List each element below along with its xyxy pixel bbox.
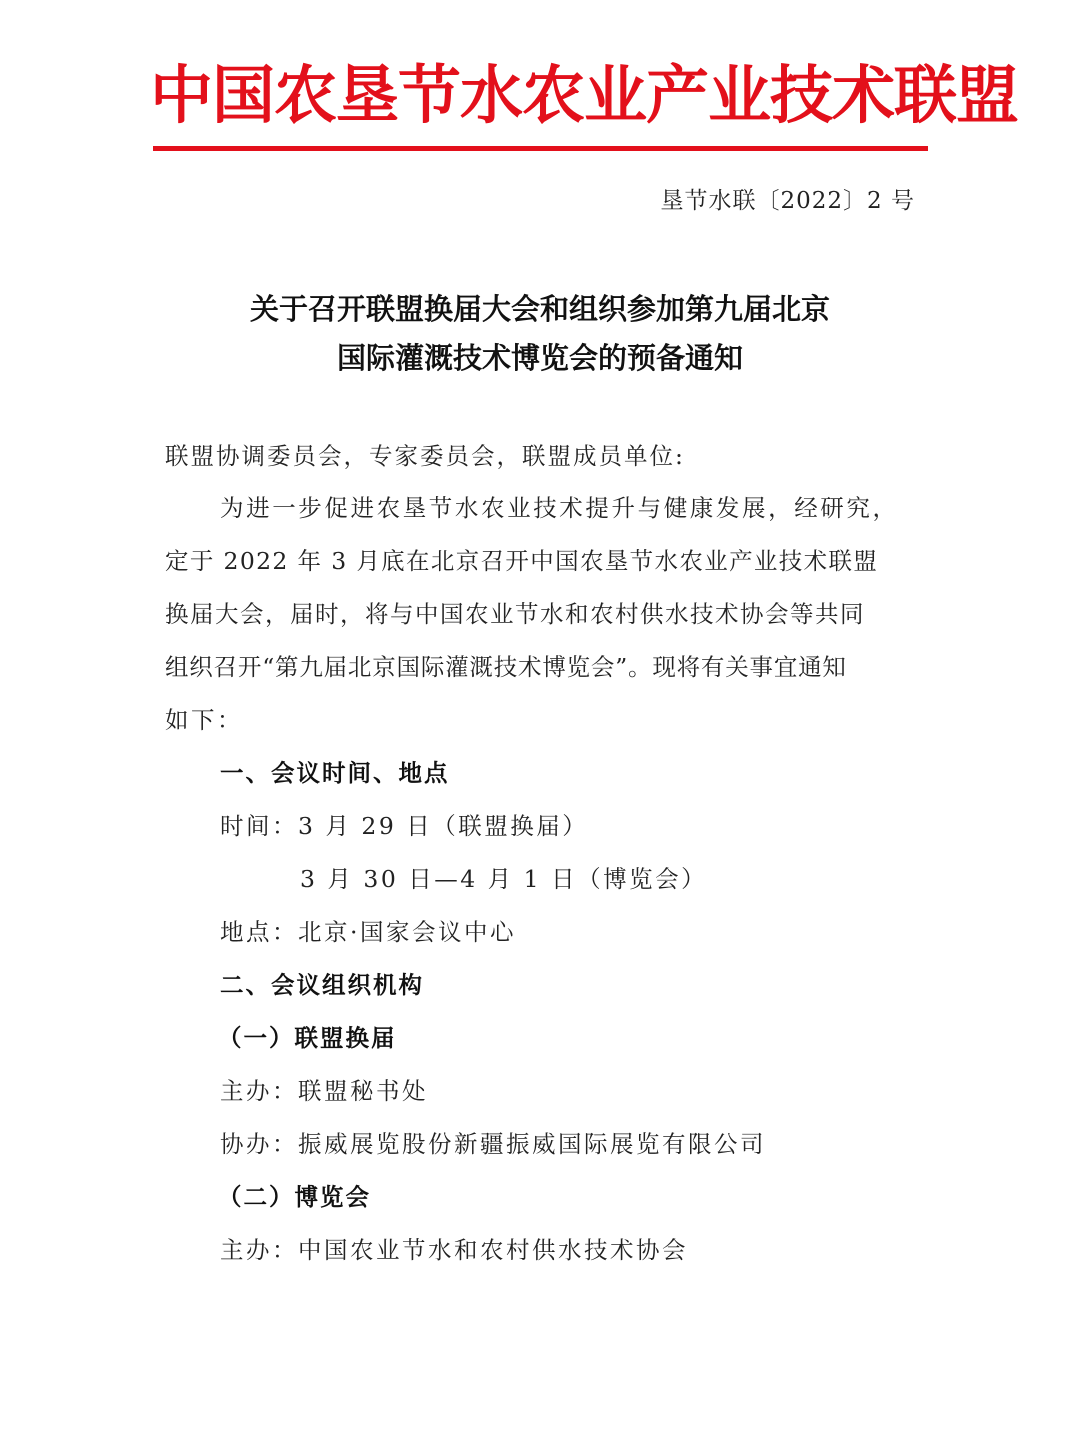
section-2-heading: 二、会议组织机构: [220, 971, 424, 999]
section-1-heading: 一、会议时间、地点: [220, 759, 450, 787]
subsection-1-cohost: 协办：振威展览股份新疆振威国际展览有限公司: [220, 1130, 766, 1158]
meeting-place: 地点：北京·国家会议中心: [220, 918, 516, 946]
salutation: 联盟协调委员会，专家委员会，联盟成员单位:: [165, 442, 685, 470]
document-title-line-1: 关于召开联盟换届大会和组织参加第九届北京: [249, 292, 830, 326]
subsection-2-heading: （二）博览会: [218, 1183, 371, 1211]
intro-line-2: 定于 2022 年 3 月底在北京召开中国农垦节水农业产业技术联盟: [165, 547, 879, 575]
meeting-time-line-1: 时间：3 月 29 日（联盟换届）: [220, 812, 589, 840]
intro-line-4: 组织召开“第九届北京国际灌溉技术博览会”。现将有关事宜通知: [165, 653, 847, 681]
meeting-time-line-2: 3 月 30 日—4 月 1 日（博览会）: [300, 865, 708, 893]
subsection-1-heading: （一）联盟换届: [218, 1024, 397, 1052]
intro-line-1: 为进一步促进农垦节水农业技术提升与健康发展，经研究，: [220, 494, 899, 522]
masthead-red-rule: [153, 146, 928, 151]
document-title-line-2: 国际灌溉技术博览会的预备通知: [336, 341, 743, 375]
subsection-2-host: 主办：中国农业节水和农村供水技术协会: [220, 1236, 688, 1264]
subsection-1-host: 主办：联盟秘书处: [220, 1077, 428, 1105]
intro-line-3: 换届大会，届时，将与中国农业节水和农村供水技术协会等共同: [165, 600, 865, 628]
document-number: 垦节水联〔2022〕2 号: [660, 188, 915, 214]
org-masthead: 中国农垦节水农业产业技术联盟: [150, 59, 1018, 132]
intro-line-5: 如下：: [165, 706, 243, 734]
